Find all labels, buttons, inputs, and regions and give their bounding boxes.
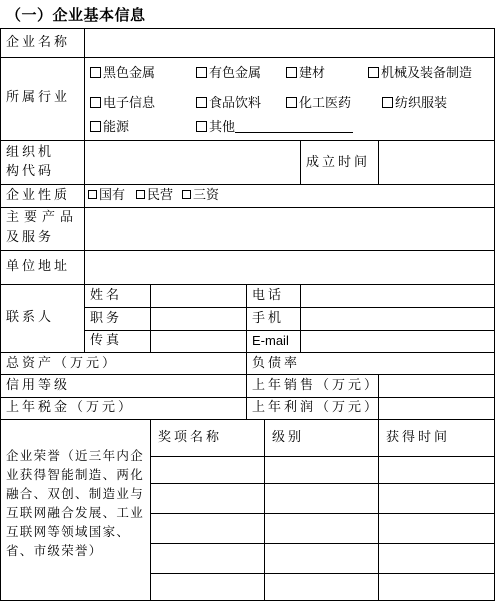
option-label: 化工医药: [299, 96, 352, 111]
contact-name-label: 姓名: [90, 288, 123, 303]
option-label: 电子信息: [103, 96, 156, 111]
option-label: 能源: [103, 120, 130, 135]
industry-option-other[interactable]: [196, 120, 353, 136]
option-label: 机械及装备制造: [381, 66, 473, 81]
contact-phone-label: 电话: [252, 288, 285, 303]
checkbox-icon: [90, 97, 101, 108]
honors-label: 企业荣誉（近三年内企业获得智能制造、两化融合、双创、制造业与互联网融合发展、工业互联网等领域国家、省、市级荣誉）: [6, 448, 145, 558]
option-label: 其他: [209, 120, 236, 135]
nature-option-state[interactable]: [88, 188, 125, 204]
checkbox-icon: [286, 97, 297, 108]
org-code-label-line2: 构代码: [6, 164, 55, 179]
contact-label: 联系人: [6, 310, 55, 325]
level-header: 级别: [272, 430, 305, 445]
credit-rating-label: 信用等级: [6, 378, 71, 393]
industry-option-textile[interactable]: [382, 96, 447, 112]
products-label-line2: 及服务: [6, 230, 55, 245]
option-label: 纺织服装: [395, 96, 448, 111]
checkbox-icon: [286, 67, 297, 78]
industry-option-food[interactable]: [196, 96, 261, 112]
checkbox-icon: [368, 67, 379, 78]
checkbox-icon: [196, 67, 207, 78]
other-input-line[interactable]: [235, 120, 353, 133]
checkbox-icon: [382, 97, 393, 108]
option-label: 有色金属: [209, 66, 262, 81]
industry-option-chemical[interactable]: [286, 96, 351, 112]
address-label: 单位地址: [6, 259, 71, 274]
last-year-profit-label: 上年利润（万元）: [252, 400, 381, 415]
option-label: 三资: [193, 188, 220, 203]
company-name-label: 企业名称: [6, 35, 71, 50]
option-label: 国有: [99, 188, 126, 203]
industry-option-electronics[interactable]: [90, 96, 155, 112]
checkbox-icon: [90, 67, 101, 78]
industry-option-nonferrous[interactable]: [196, 66, 261, 82]
total-assets-label: 总资产（万元）: [6, 356, 119, 371]
checkbox-icon: [136, 190, 145, 199]
award-name-header: 奖项名称: [158, 430, 223, 445]
checkbox-icon: [196, 97, 207, 108]
nature-label: 企业性质: [6, 188, 71, 203]
option-label: 建材: [299, 66, 326, 81]
contact-mobile-label: 手机: [252, 311, 285, 326]
last-year-tax-label: 上年税金（万元）: [6, 400, 135, 415]
section-title: （一）企业基本信息: [6, 6, 146, 24]
option-label: 食品饮料: [209, 96, 262, 111]
industry-option-ferrous[interactable]: [90, 66, 155, 82]
contact-fax-label: 传真: [90, 333, 123, 348]
checkbox-icon: [182, 190, 191, 199]
contact-position-label: 职务: [90, 311, 123, 326]
option-label: 民营: [147, 188, 174, 203]
option-label: 黑色金属: [103, 66, 156, 81]
checkbox-icon: [88, 190, 97, 199]
contact-email-label: E-mail: [252, 333, 289, 348]
established-label: 成立时间: [306, 155, 371, 170]
products-label-line1: 主要产品: [6, 210, 79, 225]
nature-option-foreign[interactable]: [182, 188, 219, 204]
award-time-header: 获得时间: [386, 430, 451, 445]
industry-option-building[interactable]: [286, 66, 325, 82]
checkbox-icon: [196, 121, 207, 132]
checkbox-icon: [90, 121, 101, 132]
industry-option-energy[interactable]: [90, 120, 129, 136]
industry-option-machinery[interactable]: [368, 66, 472, 82]
last-year-sales-label: 上年销售（万元）: [252, 378, 381, 393]
org-code-label-line1: 组织机: [6, 145, 55, 160]
nature-option-private[interactable]: [136, 188, 173, 204]
industry-label: 所属行业: [6, 90, 71, 105]
debt-ratio-label: 负债率: [252, 356, 301, 371]
